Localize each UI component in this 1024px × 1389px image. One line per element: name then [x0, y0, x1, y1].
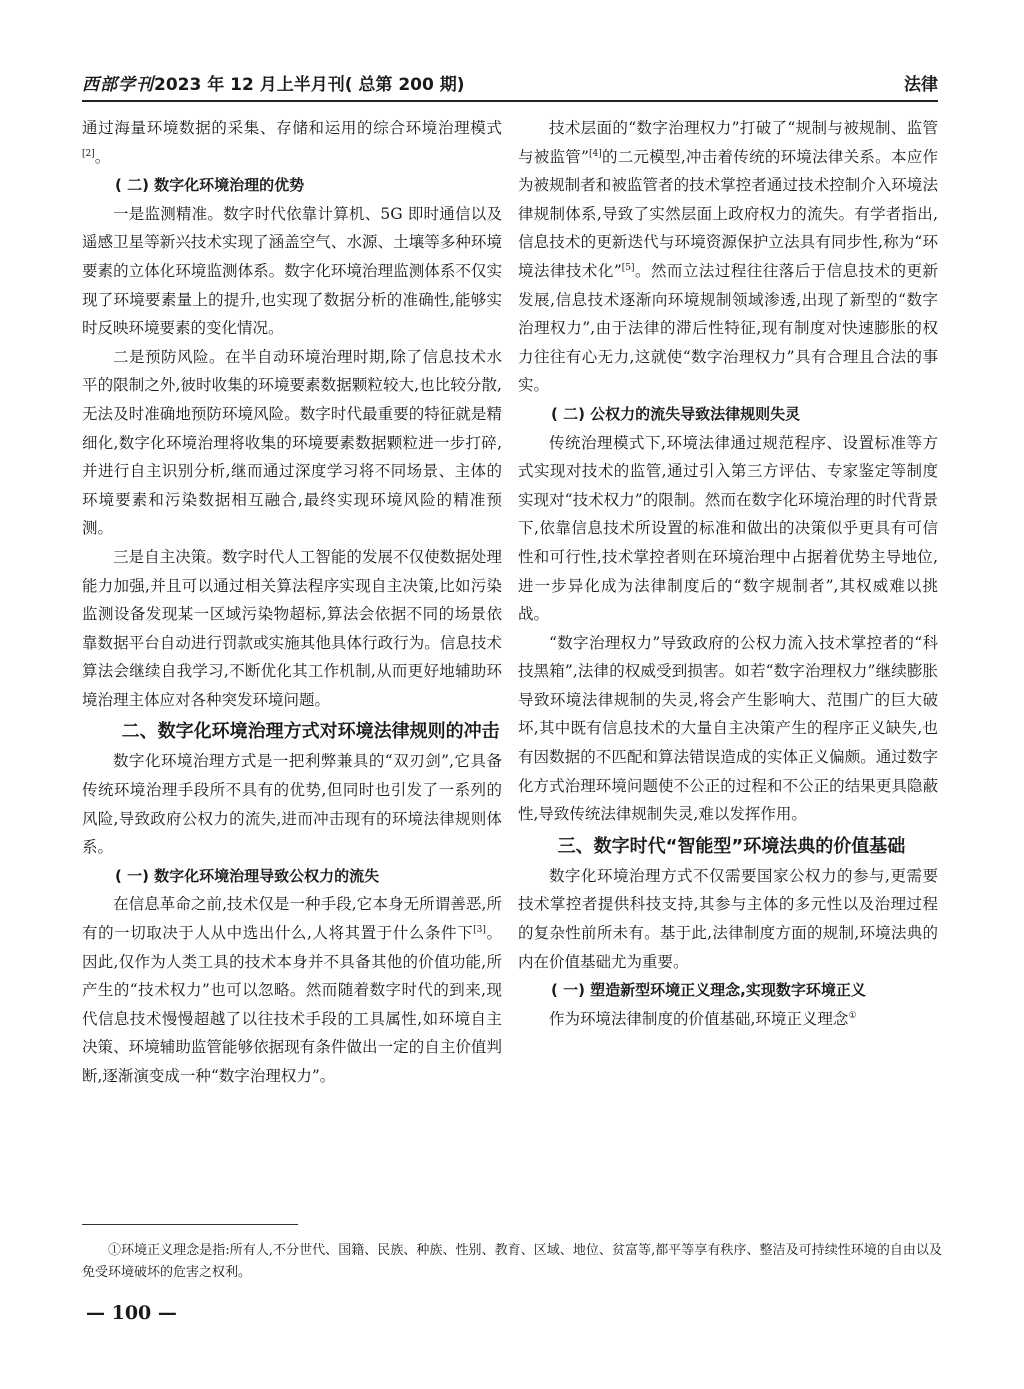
citation-ref: [3] — [473, 924, 486, 935]
paragraph-text: 。然而立法过程往往落后于信息技术的更新发展,信息技术逐渐向环境规制领域渗透,出现了新型的“数字治理权力”,由于法律的滞后性特征,现有制度对快速膨胀的权力往往有心无力,这就使“数字治理权力”具有合理且合法的事实。 — [518, 261, 938, 395]
citation-ref: [5] — [621, 262, 635, 273]
paragraph — [518, 114, 938, 400]
footnote-marker: ① — [848, 1010, 857, 1021]
footnote: ①环境正义理念是指:所有人,不分世代、国籍、民族、种族、性别、教育、区域、地位、贫富等,都平等享有秩序、整洁及可持续性环境的自由以及免受环境破坏的危害之权利。 — [82, 1243, 942, 1280]
subsection-heading: ( 一) 塑造新型环境正义理念,实现数字环境正义 — [551, 981, 866, 1000]
paragraph: 二是预防风险。在半自动环境治理时期,除了信息技术水平的限制之外,彼时收集的环境要素数据颗粒较大,也比较分散,无法及时准确地预防环境风险。数字时代最重要的特征就是精细化,数字化环境治理将收集的环境要素数据颗粒进一步打碎,并进行自主识别分析,继而通过深度学习将不同场景、主体的环境要素和污染数据相互融合,最终实现环境风险的精准预测。 — [82, 347, 502, 538]
paragraph-text: 在信息革命之前,技术仅是一种手段,它本身无所谓善恶,所有的一切取决于人从中选出什么,人将其置于什么条件下 — [82, 895, 502, 943]
journal-name: 西部学刊 — [82, 75, 154, 95]
section-heading: 三、数字时代“智能型”环境法典的价值基础 — [557, 835, 906, 857]
paragraph-text: 。因此,仅作为人类工具的技术本身并不具备其他的价值功能,所产生的“技术权力”也可以忽略。然而随着数字时代的到来,现代信息技术慢慢超越了以往技术手段的工具属性,如环境自主决策、环境辅助监管能够依据现有条件做出一定的自主价值判断,逐渐演变成一种“数字治理权力”。 — [82, 924, 502, 1085]
paragraph: “数字治理权力”导致政府的公权力流入技术掌控者的“科技黑箱”,法律的权威受到损害。如若“数字治理权力”继续膨胀导致环境法律规制的失灵,将会产生影响大、范围广的巨大破坏,其中既有信息技术的大量自主决策产生的程序正义缺失,也有因数据的不匹配和算法错误造成的实体正义偏颇。通过数字化方式治理环境问题使不公正的过程和不公正的结果更具隐蔽性,导致传统法律规制失灵,难以发挥作用。 — [518, 633, 938, 824]
issue-info: 2023 年 12 月上半月刊( 总第 200 期) — [154, 75, 465, 95]
paragraph-text: 技术层面的“数字治理权力”打破了“规制与被规制、监管与被监管” — [518, 119, 938, 166]
header-left — [82, 70, 465, 95]
subsection-heading: ( 一) 数字化环境治理导致公权力的流失 — [115, 866, 380, 885]
page-number: — 100 — — [86, 1302, 177, 1324]
paragraph-continuation — [82, 114, 502, 171]
paragraph: 一是监测精准。数字时代依靠计算机、5G 即时通信以及遥感卫星等新兴技术实现了涵盖空气、水源、土壤等多种环境要素的立体化环境监测体系。数字化环境治理监测体系不仅实现了环境要素量上的提升,也实现了数据分析的准确性,能够实时反映环境要素的变化情况。 — [82, 204, 502, 338]
paragraph: 数字化环境治理方式是一把利弊兼具的“双刃剑”,它具备传统环境治理手段所不具有的优势,但同时也引发了一系列的风险,导致政府公权力的流失,进而冲击现有的环境法律规则体系。 — [82, 752, 502, 857]
section-heading: 二、数字化环境治理方式对环境法律规则的冲击 — [121, 721, 500, 743]
paragraph: 数字化环境治理方式不仅需要国家公权力的参与,更需要技术掌控者提供科技支持,其参与主体的多元性以及治理过程的复杂性前所未有。基于此,法律制度方面的规制,环境法典的内在价值基础尤为重要。 — [518, 866, 938, 971]
footnote-rule — [82, 1224, 298, 1225]
paragraph-text: 作为环境法律制度的价值基础,环境正义理念 — [549, 1009, 849, 1028]
subsection-heading: ( 二) 数字化环境治理的优势 — [115, 176, 305, 195]
paragraph-text: 通过海量环境数据的采集、存储和运用的综合环境治理模式 — [82, 119, 502, 137]
subsection-heading: ( 二) 公权力的流失导致法律规则失灵 — [551, 404, 801, 423]
running-header — [82, 68, 938, 98]
paragraph: 三是自主决策。数字时代人工智能的发展不仅使数据处理能力加强,并且可以通过相关算法程序实现自主决策,比如污染监测设备发现某一区域污染物超标,算法会依据不同的场景依靠数据平台自动进行罚款或实施其他具体行政行为。信息技术算法会继续自我学习,不断优化其工作机制,从而更好地辅助环境治理主体应对各种突发环境问题。 — [82, 547, 502, 709]
left-column — [82, 114, 502, 1091]
section-name: 法律 — [904, 75, 938, 95]
paragraph — [82, 890, 502, 1090]
right-column — [518, 114, 938, 1033]
header-rule — [82, 100, 938, 102]
citation-ref: [4] — [588, 148, 602, 159]
paragraph-text: 。 — [94, 147, 111, 166]
paragraph: 传统治理模式下,环境法律通过规范程序、设置标准等方式实现对技术的监管,通过引入第三方评估、专家鉴定等制度实现对“技术权力”的限制。然而在数字化环境治理的时代背景下,依靠信息技术所设置的标准和做出的决策似乎更具有可信性和可行性,技术掌控者则在环境治理中占据着优势主导地位,进一步异化成为法律制度后的“数字规制者”,其权威难以挑战。 — [518, 433, 938, 624]
citation-ref: [2] — [82, 148, 95, 159]
paragraph — [518, 1005, 938, 1034]
paragraph-text: 的二元模型,冲击着传统的环境法律关系。本应作为被规制者和被监管者的技术掌控者通过技术控制介入环境法律规制体系,导致了实然层面上政府权力的流失。有学者指出,信息技术的更新迭代与环境资源保护立法具有同步性,称为“环境法律技术化” — [518, 147, 938, 280]
